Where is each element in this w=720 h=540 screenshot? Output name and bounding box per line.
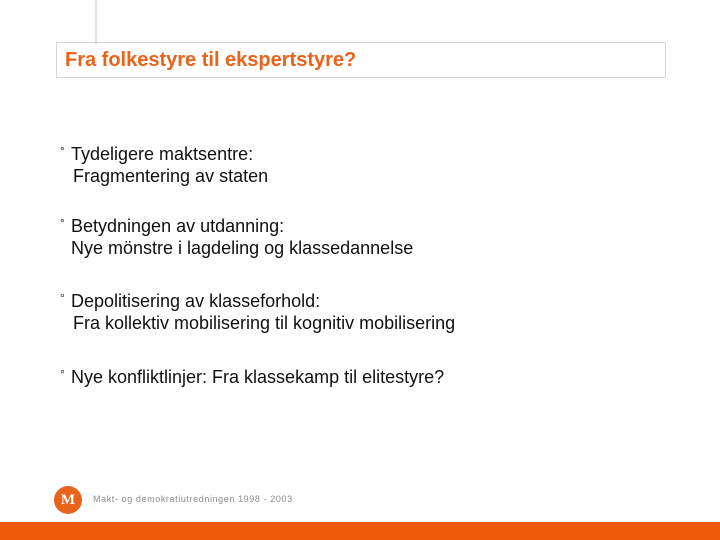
logo-letter: M	[60, 491, 76, 508]
bullet-line1: Betydningen av utdanning:	[71, 216, 285, 236]
bullet-line1: Tydeligere maktsentre:	[71, 144, 254, 164]
bullet-line2: Fra kollektiv mobilisering til kognitiv mobilisering	[73, 313, 456, 333]
bullet-line1: Nye konfliktlinjer: Fra klassekamp til elitestyre?	[71, 367, 445, 387]
slide-title: Fra folkestyre til ekspertstyre?	[65, 48, 357, 71]
bullet-mark: °	[60, 291, 65, 305]
vertical-divider	[95, 0, 97, 44]
bottom-accent-bar	[0, 522, 720, 540]
bullet-item	[60, 215, 413, 259]
bullet-item	[60, 290, 455, 334]
title-box	[56, 42, 666, 78]
footer-text: Makt- og demokratiutredningen 1998 - 2003	[93, 494, 293, 504]
bullet-item	[60, 366, 444, 388]
bullet-mark: °	[60, 216, 65, 230]
bullet-mark: °	[60, 144, 65, 158]
bullet-mark: °	[60, 367, 65, 381]
bullet-line2: Nye mönstre i lagdeling og klassedannelse	[71, 238, 414, 258]
makt-logo-icon	[54, 486, 82, 514]
bullet-item	[60, 143, 268, 187]
bullet-line2: Fragmentering av staten	[73, 166, 269, 186]
bullet-line1: Depolitisering av klasseforhold:	[71, 291, 321, 311]
